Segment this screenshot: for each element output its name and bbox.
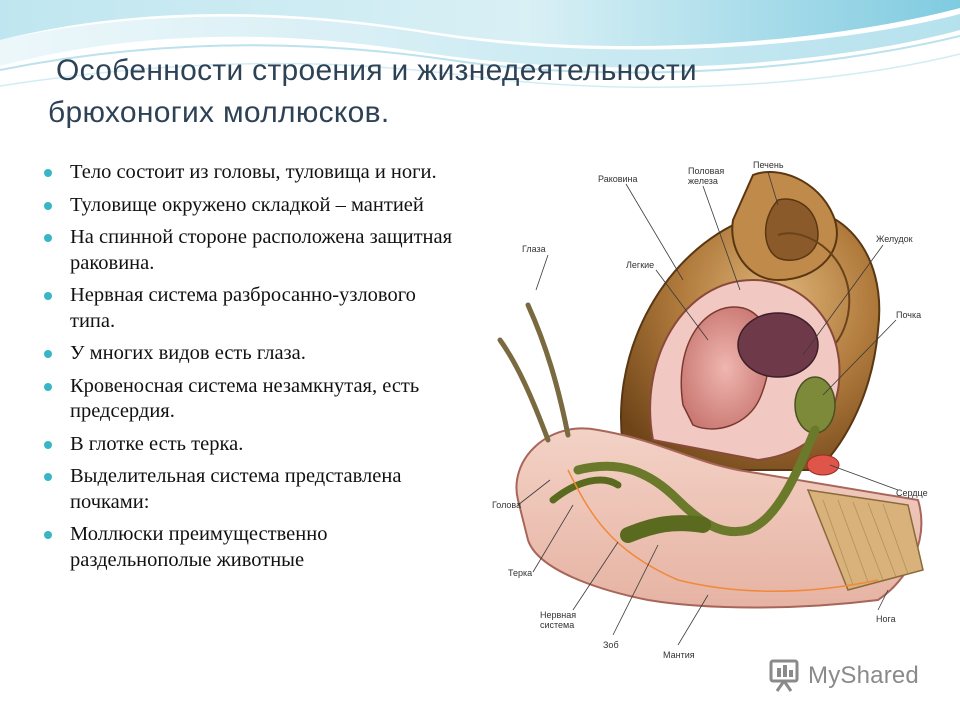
bullet-item (44, 341, 464, 367)
bullet-text: Тело состоит из головы, туловища и ноги. (70, 161, 437, 183)
label-foot: Нога (876, 614, 896, 624)
label-lungs: Легкие (626, 260, 655, 270)
bullet-dot-icon (44, 350, 52, 358)
label-stomach: Желудок (876, 234, 913, 244)
bullet-item (44, 374, 464, 425)
bullet-item (44, 464, 464, 515)
title-line-2: брюхоногих моллюсков. (48, 96, 390, 129)
bullet-text: Туловище окружено складкой – мантией (70, 193, 424, 216)
bullet-text: Нервная система разбросанно-узлового типа. (70, 284, 416, 332)
presentation-board-icon (768, 659, 800, 693)
bullet-text: Моллюски преимущественно раздельнополые животные (70, 523, 328, 571)
bullet-dot-icon (44, 169, 52, 177)
label-nervous-line2: система (540, 620, 575, 630)
bullet-dot-icon (44, 441, 52, 449)
label-eyes: Глаза (522, 244, 546, 254)
bullet-dot-icon (44, 292, 52, 300)
bullet-item (44, 193, 464, 219)
label-radula: Терка (508, 568, 533, 578)
snail-anatomy-diagram (478, 140, 940, 668)
bullet-text: На спинной стороне расположена защитная раковина. (70, 226, 453, 274)
bullet-text: У многих видов есть глаза. (70, 342, 306, 364)
bullet-text: Кровеносная система незамкнутая, есть предсердия. (70, 374, 420, 422)
label-liver: Печень (753, 160, 784, 170)
tentacles-drawing (500, 305, 568, 440)
bullet-item (44, 225, 464, 276)
bullet-text: В глотке есть терка. (70, 432, 244, 455)
bullet-item (44, 522, 464, 573)
bullet-dot-icon (44, 531, 52, 539)
bullet-list (44, 160, 464, 580)
label-shell: Раковина (598, 174, 638, 184)
bullet-dot-icon (44, 234, 52, 242)
label-gonad-line2: железа (688, 176, 718, 186)
bullet-text: Выделительная система представлена почками: (70, 465, 402, 513)
label-nervous-line1: Нервная (540, 610, 577, 620)
slide-title (48, 50, 828, 134)
label-heart: Сердце (896, 488, 928, 498)
bullet-item (44, 160, 464, 186)
label-crop: Зоб (603, 640, 619, 650)
bullet-dot-icon (44, 202, 52, 210)
label-mantle: Мантия (663, 650, 695, 660)
label-kidney: Почка (896, 310, 922, 320)
title-line-1: Особенности строения и жизнедеятельности (56, 54, 697, 87)
bullet-item (44, 283, 464, 334)
watermark-text: MyShared (808, 662, 919, 689)
label-head: Голова (492, 500, 522, 510)
watermark (768, 654, 938, 698)
bullet-dot-icon (44, 473, 52, 481)
bullet-dot-icon (44, 383, 52, 391)
label-gonad-line1: Половая (688, 166, 725, 176)
bullet-item (44, 432, 464, 458)
